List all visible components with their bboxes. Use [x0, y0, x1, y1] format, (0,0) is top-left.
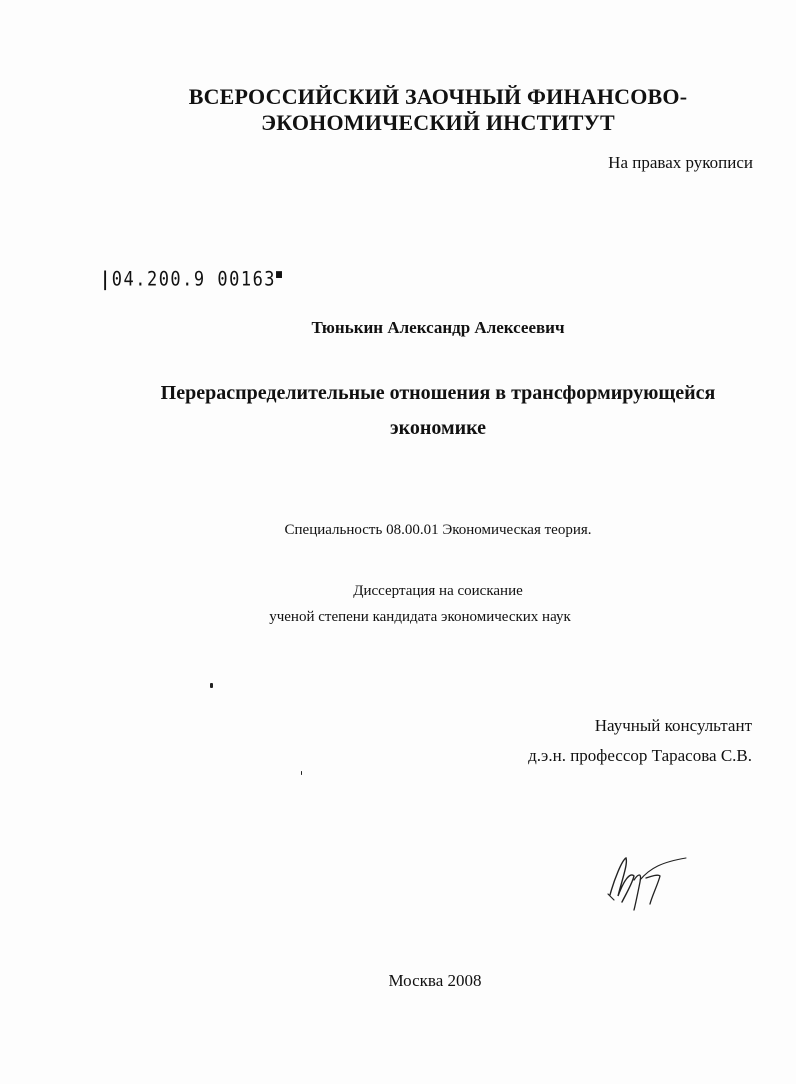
advisor-role: Научный консультант — [594, 716, 752, 735]
archive-code-mark-icon: | — [100, 268, 112, 291]
dissertation-title-line2: экономике — [389, 417, 487, 439]
archive-code-text: 04.200.9 00163 — [111, 268, 277, 291]
city-year: Москва 2008 — [388, 971, 482, 990]
signature-icon — [600, 850, 700, 920]
archive-code — [100, 268, 284, 291]
dissertation-degree-line1: Диссертация на соискание — [353, 583, 523, 599]
scan-speck — [210, 683, 213, 688]
scan-speck — [301, 771, 302, 775]
archive-code-dot-icon: ■ — [276, 268, 284, 282]
institute-name-line1: ВСЕРОССИЙСКИЙ ЗАОЧНЫЙ ФИНАНСОВО- — [188, 84, 688, 109]
author-name: Тюнькин Александр Алексеевич — [311, 318, 565, 337]
dissertation-title-line1: Перераспределительные отношения в трансформирующейся — [160, 382, 716, 404]
advisor-name: д.э.н. профессор Тарасова С.В. — [528, 746, 752, 765]
institute-name-line2: ЭКОНОМИЧЕСКИЙ ИНСТИТУТ — [261, 110, 615, 135]
specialty: Специальность 08.00.01 Экономическая теория. — [284, 522, 592, 538]
manuscript-note: На правах рукописи — [608, 153, 753, 172]
dissertation-degree-line2: ученой степени кандидата экономических наук — [269, 609, 571, 625]
